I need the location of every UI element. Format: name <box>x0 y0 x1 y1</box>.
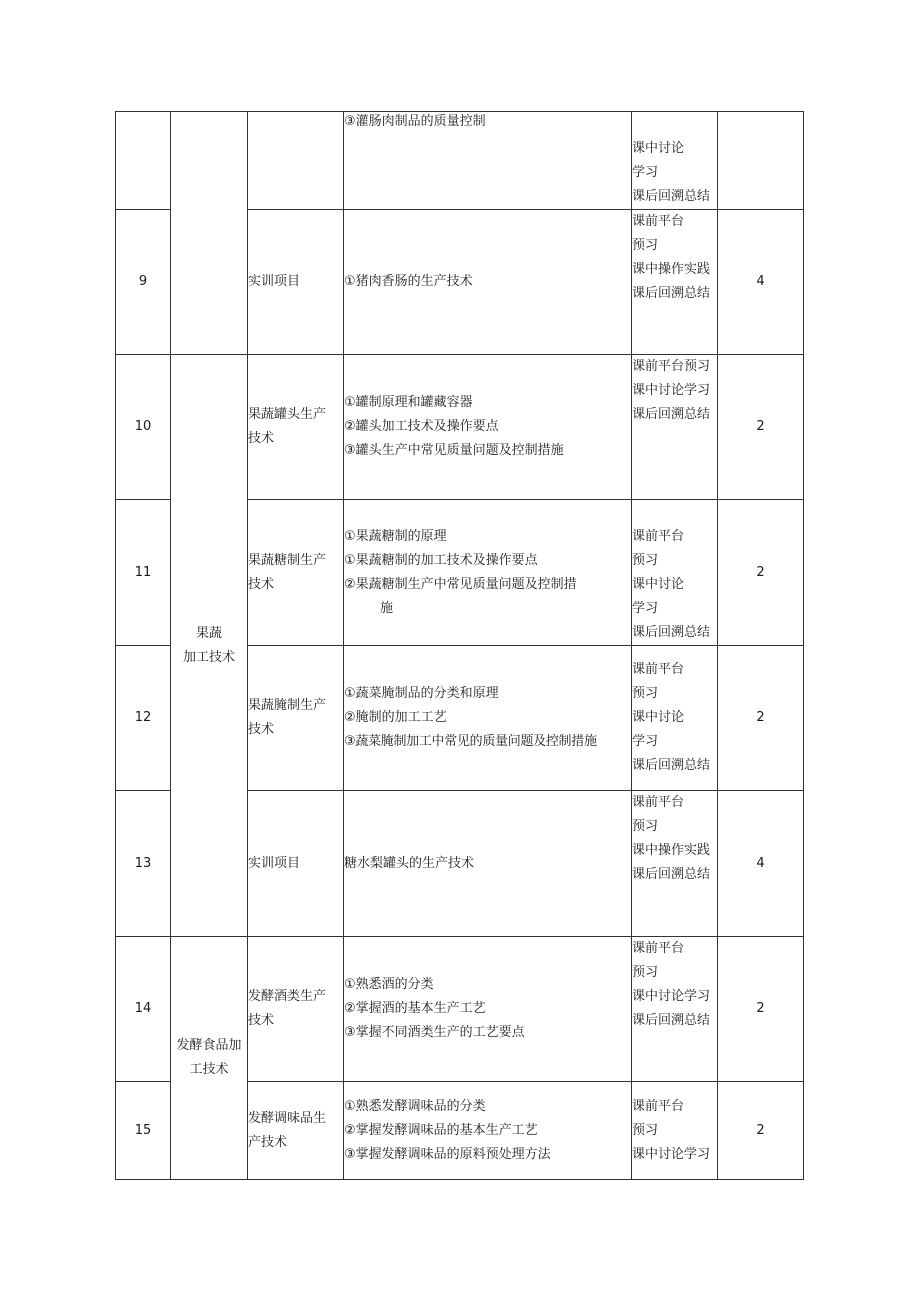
row-number: 9 <box>116 210 171 355</box>
method-line: 课中操作实践 <box>632 262 711 277</box>
method-line: 课前平台 <box>632 795 685 810</box>
hours-cell: 2 <box>718 646 804 791</box>
topic-cell <box>248 791 344 937</box>
topic-cell <box>248 500 344 646</box>
content-line: ②罐头加工技术及操作要点 <box>344 419 499 434</box>
method-line: 预习 <box>632 1122 659 1138</box>
topic-line: 技术 <box>248 576 275 592</box>
method-line: 课后回溯总结 <box>632 189 711 204</box>
module-cell <box>171 937 248 1180</box>
method-cell <box>632 355 718 500</box>
table-row <box>116 112 804 210</box>
topic-cell <box>248 355 344 500</box>
content-line: ①罐制原理和罐藏容器 <box>344 395 473 410</box>
content-line: ①蔬菜腌制品的分类和原理 <box>344 686 499 701</box>
method-line: 预习 <box>632 819 659 834</box>
method-line: 预习 <box>632 965 659 980</box>
method-line: 课后回溯总结 <box>632 867 711 882</box>
method-line: 预习 <box>632 238 659 253</box>
content-line: ③掌握发酵调味品的原料预处理方法 <box>344 1146 551 1162</box>
method-cell <box>632 112 718 210</box>
method-line: 预习 <box>632 553 659 568</box>
content-line: ①猪肉香肠的生产技术 <box>344 274 473 289</box>
method-line: 课中讨论 <box>632 710 685 725</box>
module-cell <box>171 112 248 355</box>
topic-line: 技术 <box>248 1013 275 1028</box>
hours-cell <box>718 112 804 210</box>
content-line: ②掌握发酵调味品的基本生产工艺 <box>344 1122 538 1138</box>
hours-cell: 4 <box>718 210 804 355</box>
method-cell <box>632 937 718 1082</box>
method-line: 预习 <box>632 686 659 701</box>
method-line: 课后回溯总结 <box>632 1013 711 1028</box>
topic-line: 果蔬糖制生产 <box>248 552 327 568</box>
method-line: 课后回溯总结 <box>632 758 711 773</box>
course-schedule-table <box>115 111 804 1180</box>
content-cell <box>344 500 632 646</box>
topic-cell <box>248 210 344 355</box>
table-row <box>116 355 804 500</box>
module-line: 加工技术 <box>182 649 235 665</box>
method-line: 课前平台预习 <box>632 359 711 374</box>
content-cell <box>344 937 632 1082</box>
topic-line: 果蔬罐头生产 <box>248 407 327 422</box>
topic-cell <box>248 112 344 210</box>
content-line: ①熟悉酒的分类 <box>344 977 434 992</box>
content-line: ②果蔬糖制生产中常见质量问题及控制措 <box>344 576 577 592</box>
table-row <box>116 937 804 1082</box>
row-number: 13 <box>116 791 171 937</box>
topic-line: 发酵调味品生 <box>248 1110 327 1126</box>
method-line: 课前平台 <box>632 1098 685 1114</box>
method-line: 课后回溯总结 <box>632 286 711 301</box>
content-line: 糖水梨罐头的生产技术 <box>344 855 475 871</box>
module-line: 发酵食品加 <box>176 1038 242 1053</box>
content-line: ②腌制的加工工艺 <box>344 710 447 725</box>
method-cell <box>632 646 718 791</box>
topic-line: 技术 <box>248 722 275 737</box>
content-line: ①果蔬糖制的加工技术及操作要点 <box>344 552 538 568</box>
topic-line: 实训项目 <box>248 855 301 871</box>
module-line: 工技术 <box>189 1062 229 1077</box>
row-number: 10 <box>116 355 171 500</box>
hours-cell: 2 <box>718 1082 804 1180</box>
content-cell <box>344 646 632 791</box>
method-line: 课中讨论学习 <box>632 1146 711 1162</box>
method-line: 课后回溯总结 <box>632 625 711 640</box>
topic-cell <box>248 937 344 1082</box>
hours-cell: 2 <box>718 937 804 1082</box>
content-line: ②掌握酒的基本生产工艺 <box>344 1001 486 1016</box>
method-cell <box>632 791 718 937</box>
content-line: 施 <box>380 600 394 616</box>
topic-line: 发酵酒类生产 <box>248 989 327 1004</box>
topic-line: 产技术 <box>248 1134 288 1150</box>
topic-line: 果蔬腌制生产 <box>248 698 327 713</box>
hours-cell: 2 <box>718 500 804 646</box>
method-line: 课前平台 <box>632 529 685 544</box>
topic-cell <box>248 1082 344 1180</box>
content-line: ③罐头生产中常见质量问题及控制措施 <box>344 443 564 458</box>
method-line: 课前平台 <box>632 941 685 956</box>
content-line: ①果蔬糖制的原理 <box>344 528 447 544</box>
content-cell <box>344 1082 632 1180</box>
method-line: 课中讨论学习 <box>632 989 711 1004</box>
content-cell <box>344 112 632 210</box>
content-line: ③掌握不同酒类生产的工艺要点 <box>344 1025 525 1040</box>
hours-cell: 2 <box>718 355 804 500</box>
method-line: 课中讨论 <box>632 577 685 592</box>
method-line: 学习 <box>632 734 659 749</box>
module-cell <box>171 355 248 937</box>
method-line: 课中讨论学习 <box>632 383 711 398</box>
method-line: 学习 <box>632 165 659 180</box>
method-line: 课后回溯总结 <box>632 407 711 422</box>
content-line: ①熟悉发酵调味品的分类 <box>344 1098 486 1114</box>
content-cell <box>344 355 632 500</box>
content-line: ③灌肠肉制品的质量控制 <box>344 114 486 129</box>
method-cell <box>632 500 718 646</box>
content-cell <box>344 210 632 355</box>
method-line: 课中操作实践 <box>632 843 711 858</box>
row-number <box>116 112 171 210</box>
row-number: 12 <box>116 646 171 791</box>
method-cell <box>632 210 718 355</box>
content-line: ③蔬菜腌制加工中常见的质量问题及控制措施 <box>344 734 597 749</box>
method-line: 课前平台 <box>632 214 685 229</box>
method-cell <box>632 1082 718 1180</box>
module-line: 果蔬 <box>195 625 222 641</box>
topic-cell <box>248 646 344 791</box>
method-line: 课中讨论 <box>632 141 685 156</box>
hours-cell: 4 <box>718 791 804 937</box>
content-cell <box>344 791 632 937</box>
method-line: 课前平台 <box>632 662 685 677</box>
topic-line: 实训项目 <box>248 274 301 289</box>
row-number: 14 <box>116 937 171 1082</box>
row-number: 15 <box>116 1082 171 1180</box>
method-line: 学习 <box>632 601 659 616</box>
topic-line: 技术 <box>248 431 275 446</box>
row-number: 11 <box>116 500 171 646</box>
